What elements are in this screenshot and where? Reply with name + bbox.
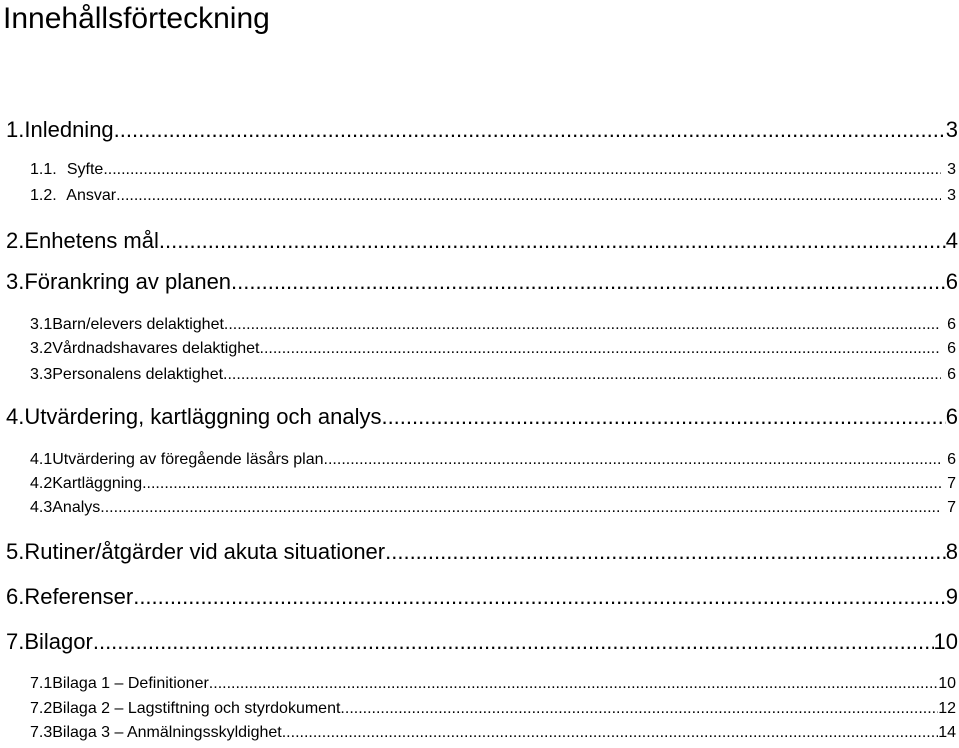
toc-page-number: 8 xyxy=(945,539,958,564)
toc-leader xyxy=(133,583,946,611)
toc-number: 7.1 xyxy=(30,675,53,692)
toc-page-number: 3 xyxy=(945,117,958,142)
toc-leader xyxy=(159,227,946,255)
toc-title: Personalens delaktighet xyxy=(52,366,224,383)
toc-leader xyxy=(385,538,946,566)
toc-leader xyxy=(93,628,934,656)
toc-page-number: 3 xyxy=(947,187,956,204)
toc-title: Bilaga 1 – Definitioner xyxy=(52,675,209,692)
toc-leader xyxy=(100,497,941,519)
toc-title: Bilaga 2 – Lagstiftning och styrdokument xyxy=(52,700,341,717)
toc-leader xyxy=(340,698,938,720)
toc-number: 7. xyxy=(6,629,25,654)
toc-title: Förankring av planen xyxy=(24,269,232,294)
toc-leader xyxy=(381,403,945,431)
toc-title: Analys xyxy=(52,499,101,516)
toc-number: 1.2. xyxy=(30,187,57,204)
toc-title: Barn/elevers delaktighet xyxy=(52,316,224,333)
toc-leader xyxy=(209,673,938,695)
page-title: Innehållsförteckning xyxy=(3,2,270,35)
toc-leader xyxy=(103,159,941,181)
toc-entry-vardnadshavares-delaktighet[interactable] xyxy=(0,338,956,360)
toc-number: 4.2 xyxy=(30,475,53,492)
toc-entry-rutiner-atgarder[interactable] xyxy=(0,538,959,566)
toc-page-number: 6 xyxy=(947,340,956,357)
toc-page-number: 14 xyxy=(938,724,956,741)
toc-page-number: 6 xyxy=(945,269,958,294)
toc-title: Syfte xyxy=(66,161,104,178)
toc-entry-utvardering-kartlaggning-analys[interactable] xyxy=(0,403,959,431)
toc-number: 5. xyxy=(6,539,25,564)
toc-entry-referenser[interactable] xyxy=(0,583,959,611)
toc-page-number: 6 xyxy=(947,451,956,468)
toc-entry-bilaga-3[interactable] xyxy=(0,722,956,744)
toc-title: Bilaga 3 – Anmälningsskyldighet xyxy=(52,724,282,741)
toc-page-number: 6 xyxy=(945,404,958,429)
toc-entry-personalens-delaktighet[interactable] xyxy=(0,364,956,386)
toc-number: 4. xyxy=(6,404,25,429)
toc-page-number: 4 xyxy=(945,228,958,253)
toc-leader xyxy=(114,116,946,144)
toc-title: Enhetens mål xyxy=(24,228,159,253)
toc-page-number: 6 xyxy=(947,366,956,383)
toc-page-number: 12 xyxy=(938,700,956,717)
toc-title: Vårdnadshavares delaktighet xyxy=(52,340,260,357)
toc-title: Utvärdering, kartläggning och analys xyxy=(24,404,382,429)
toc-page-number: 7 xyxy=(947,499,956,516)
toc-number: 2. xyxy=(6,228,25,253)
toc-page-number: 7 xyxy=(947,475,956,492)
toc-entry-barn-elevers-delaktighet[interactable] xyxy=(0,314,956,336)
toc-entry-forankring[interactable] xyxy=(0,268,959,296)
toc-number: 7.3 xyxy=(30,724,53,741)
toc-number: 3.3 xyxy=(30,366,53,383)
toc-number: 1.1. xyxy=(30,161,57,178)
toc-title: Referenser xyxy=(24,584,134,609)
toc-entry-bilaga-2[interactable] xyxy=(0,698,956,720)
toc-leader xyxy=(282,722,938,744)
toc-leader xyxy=(260,338,942,360)
toc-entry-inledning[interactable] xyxy=(0,116,959,144)
toc-number: 4.1 xyxy=(30,451,53,468)
toc-number: 3.2 xyxy=(30,340,53,357)
toc-number: 3. xyxy=(6,269,25,294)
toc-number: 4.3 xyxy=(30,499,53,516)
toc-leader xyxy=(224,314,941,336)
toc-entry-ansvar[interactable] xyxy=(0,185,956,207)
toc-entry-utvardering-foregaende-plan[interactable] xyxy=(0,449,956,471)
toc-leader xyxy=(324,449,942,471)
toc-entry-analys[interactable] xyxy=(0,497,956,519)
toc-number: 3.1 xyxy=(30,316,53,333)
toc-leader xyxy=(223,364,941,386)
toc-page-number: 6 xyxy=(947,316,956,333)
toc-page-number: 3 xyxy=(947,161,956,178)
toc-leader xyxy=(142,473,941,495)
toc-entry-enhetens-mal[interactable] xyxy=(0,227,959,255)
toc-number: 1. xyxy=(6,117,25,142)
toc-entry-kartlaggning[interactable] xyxy=(0,473,956,495)
toc-title: Bilagor xyxy=(24,629,93,654)
toc-leader xyxy=(116,185,941,207)
toc-entry-bilaga-1[interactable] xyxy=(0,673,956,695)
toc-title: Ansvar xyxy=(66,187,117,204)
toc-leader xyxy=(231,268,946,296)
toc-number: 6. xyxy=(6,584,25,609)
toc-title: Utvärdering av föregående läsårs plan xyxy=(52,451,324,468)
toc-page-number: 10 xyxy=(938,675,956,692)
toc-entry-syfte[interactable] xyxy=(0,159,956,181)
toc-title: Kartläggning xyxy=(52,475,143,492)
toc-title: Rutiner/åtgärder vid akuta situationer xyxy=(24,539,386,564)
toc-entry-bilagor[interactable] xyxy=(0,628,959,656)
toc-title: Inledning xyxy=(24,117,114,142)
toc-number: 7.2 xyxy=(30,700,53,717)
toc-page-number: 10 xyxy=(933,629,958,654)
toc-page-number: 9 xyxy=(945,584,958,609)
